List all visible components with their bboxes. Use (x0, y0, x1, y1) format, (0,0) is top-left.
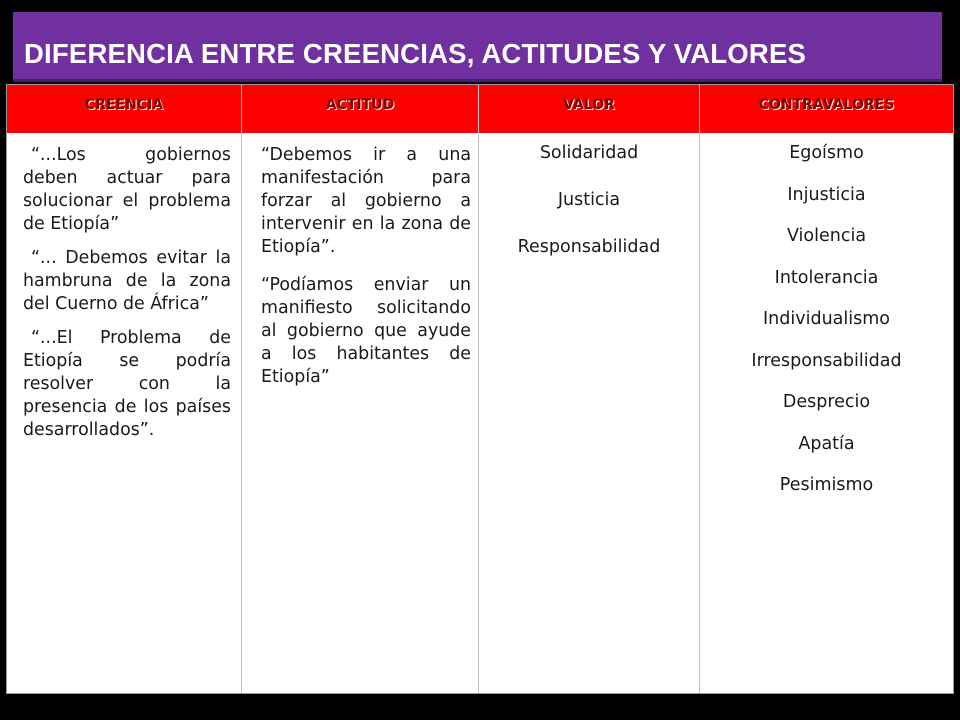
contravalor-item: Injusticia (787, 184, 866, 205)
header-valor: VALOR (563, 97, 615, 113)
valor-item: Justicia (557, 190, 621, 210)
contravalor-item: Individualismo (763, 309, 890, 329)
title-bar (13, 12, 942, 82)
contravalor-item: Irresponsabilidad (751, 350, 902, 371)
creencia-quote: “...El Problema de Etiopía se podría resolver con la presencia de los países desarrollados”. (23, 328, 231, 440)
header-creencia: CREENCIA (84, 97, 164, 113)
creencia-quote: “... Debemos evitar la hambruna de la zona del Cuerno de África” (23, 248, 231, 314)
header-actitud: ACTITUD (325, 97, 395, 113)
contravalor-item: Violencia (786, 226, 867, 246)
contravalor-item: Intolerancia (774, 267, 879, 288)
contravalor-item: Desprecio (782, 392, 871, 412)
contravalor-item: Egoísmo (789, 143, 864, 163)
cell-contravalores (700, 133, 953, 495)
page-title: DIFERENCIA ENTRE CREENCIAS, ACTITUDES Y VALORES (24, 38, 807, 69)
actitud-quote: “Podíamos enviar un manifiesto solicitando al gobierno que ayude a los habitantes de Etiopía” (261, 275, 471, 387)
table-header-row (7, 85, 953, 133)
cell-creencia (23, 133, 231, 453)
creencia-quote: “...Los gobiernos deben actuar para solucionar el problema de Etiopía” (23, 145, 231, 234)
cell-valor (479, 133, 699, 257)
valor-item: Solidaridad (539, 143, 639, 163)
comparison-table (6, 84, 954, 694)
cell-actitud (261, 133, 471, 400)
column-divider (241, 85, 242, 693)
actitud-quote: “Debemos ir a una manifestación para forzar al gobierno a intervenir en la zona de Etiopía”. (261, 145, 471, 257)
contravalor-item: Apatía (798, 433, 855, 454)
valor-item: Responsabilidad (517, 237, 661, 257)
header-contravalores: CONTRAVALORES (758, 97, 895, 113)
contravalor-item: Pesimismo (779, 475, 874, 495)
